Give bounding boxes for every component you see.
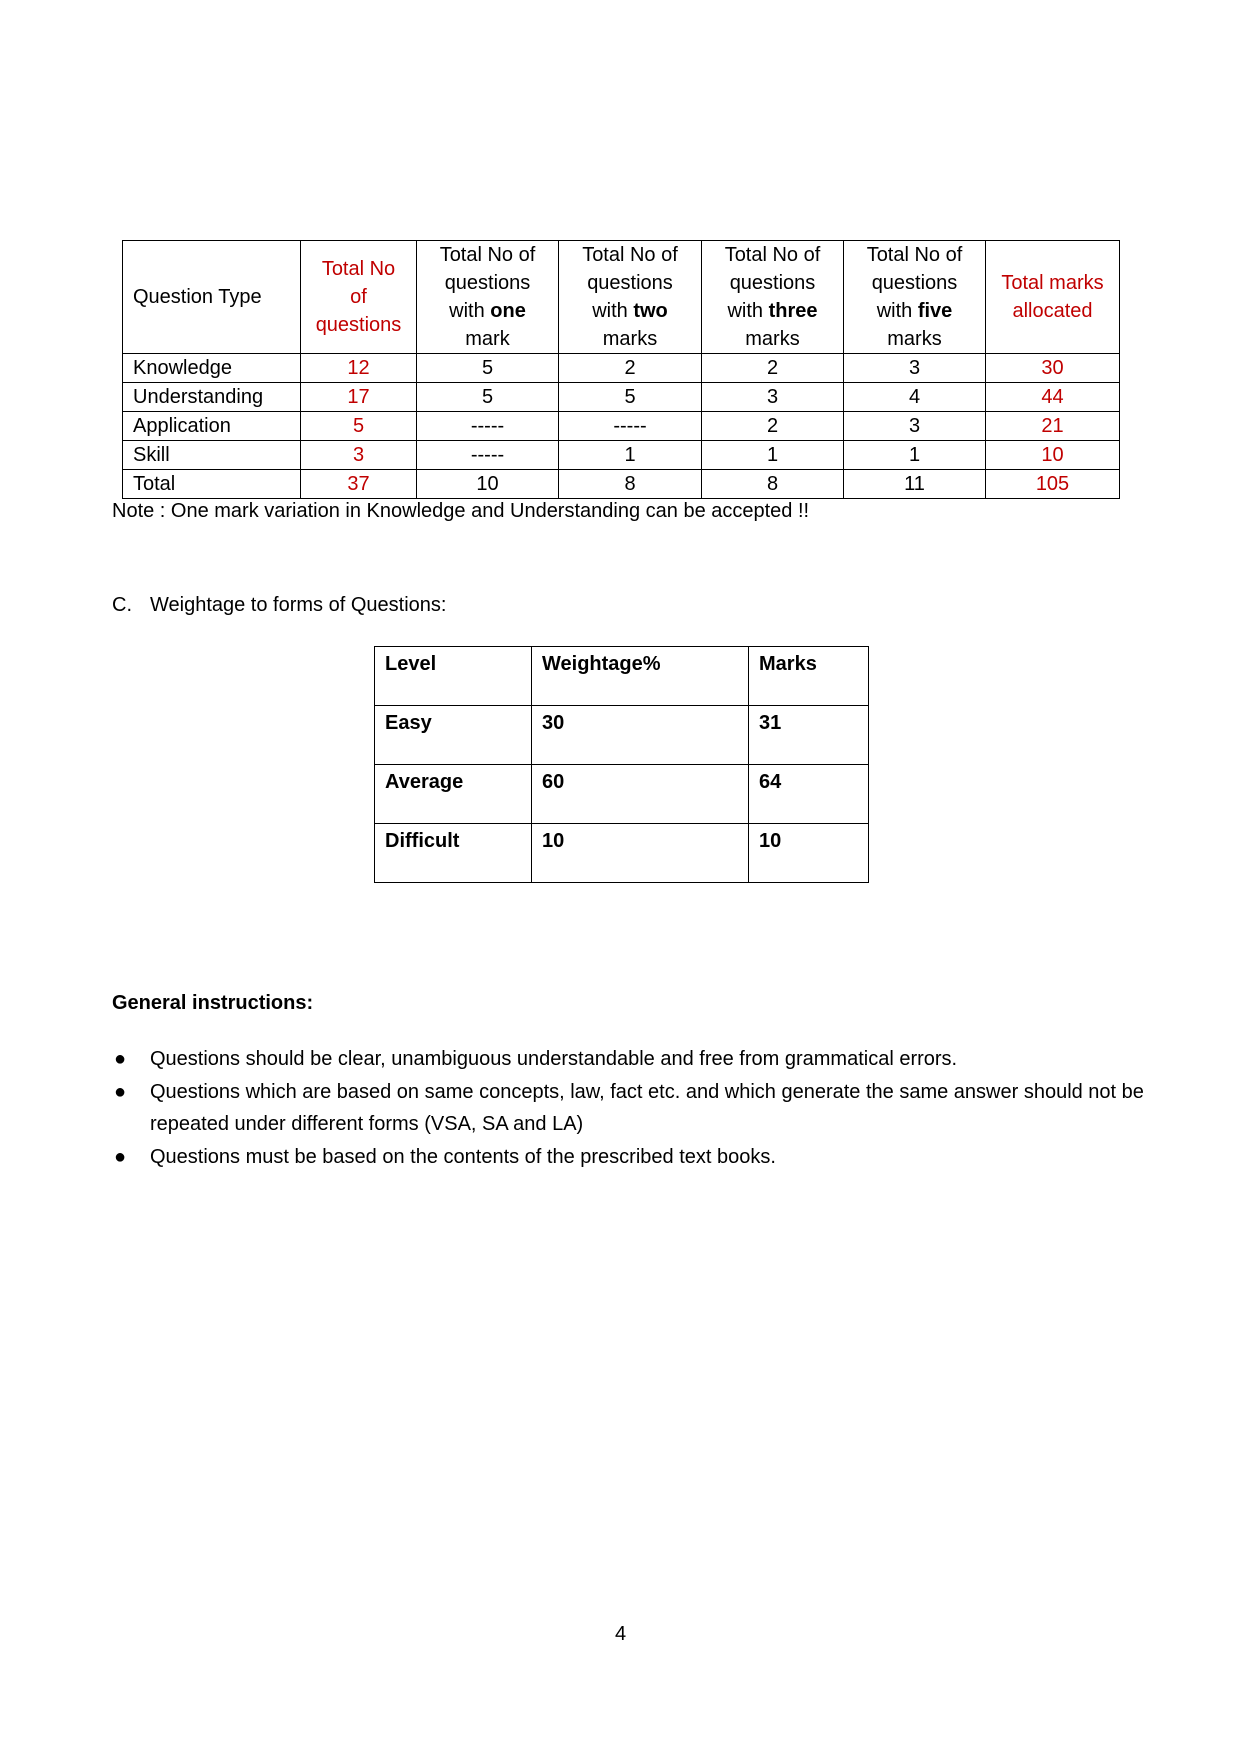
header-two-marks xyxy=(559,241,702,354)
cell-five-marks: 3 xyxy=(844,354,986,383)
cell-one-mark: ----- xyxy=(417,412,559,441)
row-question-type: Skill xyxy=(123,441,301,470)
table-row xyxy=(375,765,869,824)
header-line: marks xyxy=(887,328,942,350)
table-row xyxy=(123,383,1120,412)
table-row xyxy=(123,354,1120,383)
page-number: 4 xyxy=(614,1623,627,1645)
header-line: allocated xyxy=(1012,300,1093,322)
header-line: of xyxy=(350,286,367,308)
cell-three-marks: 2 xyxy=(702,354,844,383)
header-weightage: Weightage% xyxy=(532,647,749,706)
question-type-table xyxy=(122,240,1120,499)
cell-total-marks: 105 xyxy=(986,470,1120,499)
list-item xyxy=(112,1141,1162,1173)
cell-five-marks: 11 xyxy=(844,470,986,499)
note-text: Note : One mark variation in Knowledge and Understanding can be accepted !! xyxy=(112,500,810,522)
instruction-text: Questions must be based on the contents of the prescribed text books. xyxy=(150,1146,776,1168)
table-row xyxy=(123,412,1120,441)
header-text: with xyxy=(876,300,918,322)
section-letter: C. xyxy=(112,594,132,616)
header-line xyxy=(559,297,701,325)
header-one-mark xyxy=(417,241,559,354)
cell-two-marks: 2 xyxy=(559,354,702,383)
list-item xyxy=(112,1043,1162,1075)
table-row xyxy=(375,824,869,883)
header-line: mark xyxy=(465,328,510,350)
cell-total-marks: 10 xyxy=(986,441,1120,470)
row-question-type: Application xyxy=(123,412,301,441)
cell-level: Easy xyxy=(375,706,532,765)
header-level: Level xyxy=(375,647,532,706)
list-item xyxy=(112,1076,1162,1140)
cell-weightage: 30 xyxy=(532,706,749,765)
instructions-list xyxy=(112,1043,1162,1174)
cell-level: Difficult xyxy=(375,824,532,883)
instruction-text: Questions which are based on same concepts, law, fact etc. and which generate the same answer should not be repeated under different forms (VSA, SA and LA) xyxy=(150,1081,1144,1135)
header-line: Total No of xyxy=(724,244,821,266)
header-text: with xyxy=(592,300,634,322)
cell-five-marks: 3 xyxy=(844,412,986,441)
header-five-marks xyxy=(844,241,986,354)
cell-total-questions: 5 xyxy=(301,412,417,441)
cell-three-marks: 3 xyxy=(702,383,844,412)
cell-two-marks: 8 xyxy=(559,470,702,499)
header-text: with xyxy=(449,300,491,322)
cell-total-marks: 30 xyxy=(986,354,1120,383)
cell-marks: 31 xyxy=(749,706,869,765)
instruction-text: Questions should be clear, unambiguous understandable and free from grammatical errors. xyxy=(150,1048,958,1070)
section-title: Weightage to forms of Questions: xyxy=(150,594,447,616)
cell-one-mark: 5 xyxy=(417,354,559,383)
header-line: Total marks xyxy=(1001,272,1104,294)
general-instructions-title: General instructions: xyxy=(112,992,314,1014)
cell-five-marks: 4 xyxy=(844,383,986,412)
cell-one-mark: ----- xyxy=(417,441,559,470)
header-total-marks xyxy=(986,241,1120,354)
header-line: questions xyxy=(729,272,816,294)
cell-two-marks: 1 xyxy=(559,441,702,470)
row-question-type: Total xyxy=(123,470,301,499)
table-header-row xyxy=(375,647,869,706)
cell-two-marks: 5 xyxy=(559,383,702,412)
cell-weightage: 60 xyxy=(532,765,749,824)
header-line xyxy=(417,297,558,325)
weightage-table xyxy=(374,646,869,883)
header-line: Total No of xyxy=(582,244,678,266)
cell-marks: 10 xyxy=(749,824,869,883)
header-line: questions xyxy=(587,272,673,294)
bullet-icon: ● xyxy=(114,1146,127,1168)
cell-three-marks: 8 xyxy=(702,470,844,499)
header-line: marks xyxy=(602,328,658,350)
cell-one-mark: 5 xyxy=(417,383,559,412)
cell-total-questions: 12 xyxy=(301,354,417,383)
header-line xyxy=(844,297,985,325)
cell-total-questions: 37 xyxy=(301,470,417,499)
header-line: marks xyxy=(745,328,800,350)
row-question-type: Knowledge xyxy=(123,354,301,383)
cell-five-marks: 1 xyxy=(844,441,986,470)
header-marks: Marks xyxy=(749,647,869,706)
table-row xyxy=(123,441,1120,470)
header-line: questions xyxy=(444,272,531,294)
section-heading xyxy=(112,594,446,617)
header-bold-text: two xyxy=(633,300,668,322)
row-question-type: Understanding xyxy=(123,383,301,412)
header-line: Total No xyxy=(321,258,396,280)
cell-total-marks: 21 xyxy=(986,412,1120,441)
header-text: with xyxy=(727,300,769,322)
cell-total-questions: 3 xyxy=(301,441,417,470)
header-three-marks xyxy=(702,241,844,354)
cell-three-marks: 1 xyxy=(702,441,844,470)
header-bold-text: three xyxy=(768,300,818,322)
bullet-icon: ● xyxy=(114,1048,127,1070)
header-line: Total No of xyxy=(866,244,963,266)
header-bold-text: one xyxy=(490,300,526,322)
header-line: Total No of xyxy=(439,244,536,266)
header-line: questions xyxy=(315,314,402,336)
cell-marks: 64 xyxy=(749,765,869,824)
header-question-type: Question Type xyxy=(123,241,301,354)
cell-total-marks: 44 xyxy=(986,383,1120,412)
cell-level: Average xyxy=(375,765,532,824)
cell-one-mark: 10 xyxy=(417,470,559,499)
header-bold-text: five xyxy=(917,300,953,322)
cell-two-marks: ----- xyxy=(559,412,702,441)
table-row xyxy=(375,706,869,765)
table-header-row xyxy=(123,241,1120,354)
table-row-total xyxy=(123,470,1120,499)
cell-weightage: 10 xyxy=(532,824,749,883)
bullet-icon: ● xyxy=(114,1081,127,1103)
header-total-questions xyxy=(301,241,417,354)
header-line: questions xyxy=(871,272,958,294)
header-line xyxy=(702,297,843,325)
cell-total-questions: 17 xyxy=(301,383,417,412)
cell-three-marks: 2 xyxy=(702,412,844,441)
